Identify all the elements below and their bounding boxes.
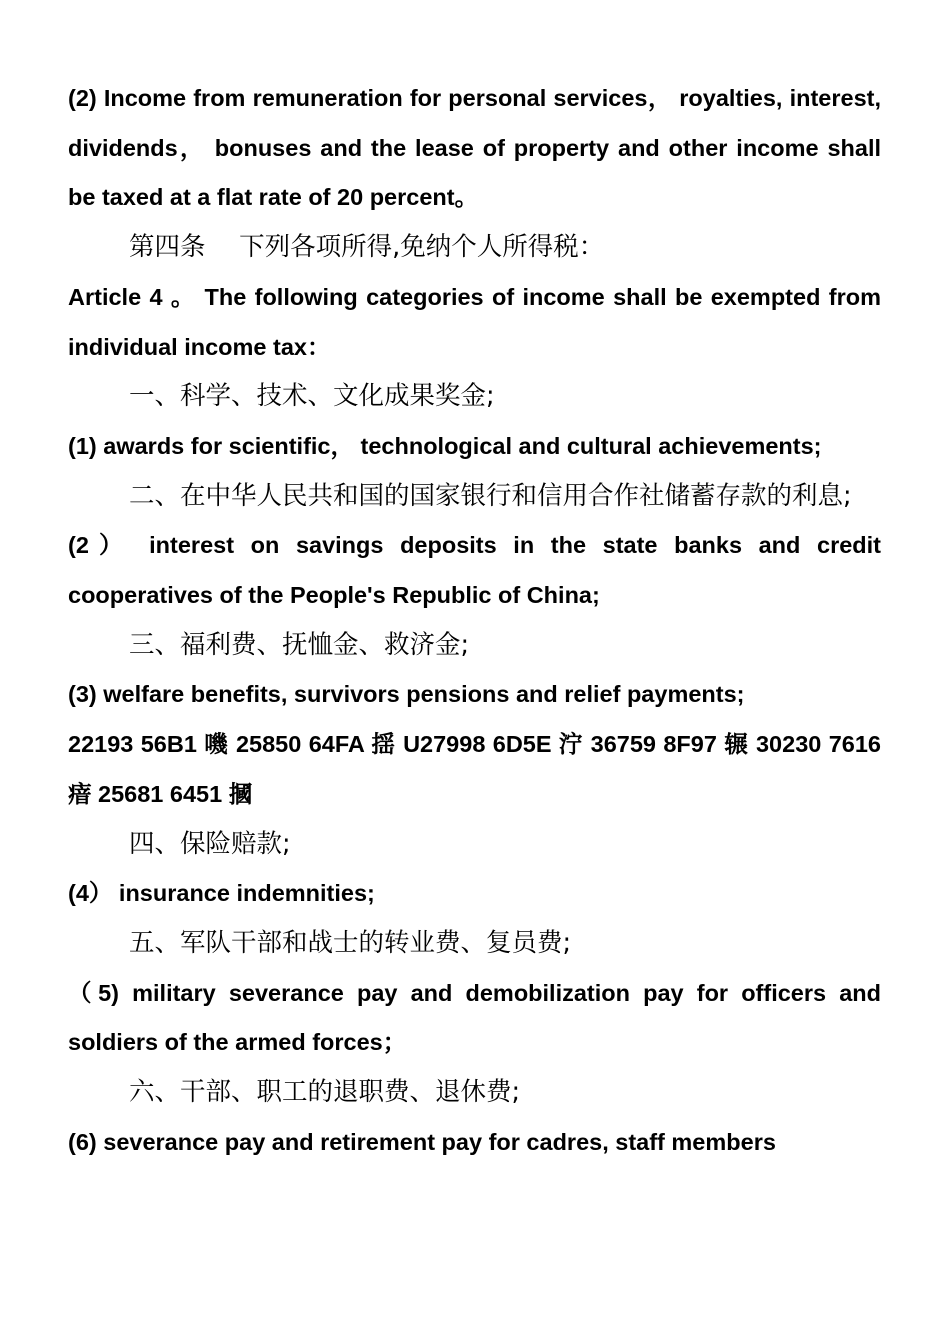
item-5-zh: 五、军队干部和战士的转业费、复员费; <box>129 927 572 958</box>
article-4-heading-en: Article 4 。 The following categories of income shall be exempted from individual income tax： <box>68 283 881 360</box>
item-3-en: (3) welfare benefits, survivors pensions and relief payments; <box>68 681 745 708</box>
character-code-line: 22193 56B1 嘰 25850 64FA 揺 U27998 6D5E 泞 36759 8F97 辗 30230 7616 瘖 25681 6451 摑 <box>68 731 881 807</box>
item-6-en: (6) severance pay and retirement pay for cadres, staff members <box>68 1128 776 1155</box>
item-4-en: (4） insurance indemnities; <box>68 880 375 907</box>
item-4-zh: 四、保险赔款; <box>129 828 291 859</box>
item-1-en: (1) awards for scientific， technological and cultural achievements; <box>68 432 822 459</box>
item-3-zh: 三、福利费、抚恤金、救济金; <box>129 629 470 660</box>
item-2-en: (2） interest on savings deposits in the state banks and credit cooperatives of the People's Republic of China; <box>68 532 881 609</box>
item-5-en: （5) military severance pay and demobilization pay for officers and soldiers of the armed forces； <box>68 979 881 1056</box>
paragraph-2-en: (2) Income from remuneration for personal services， royalties, interest, dividends， bonuses and the lease of property and other income shall be taxed at a flat rate of 20 percent。 <box>68 85 881 211</box>
article-4-heading-zh: 第四条 下列各项所得,免纳个人所得税： <box>129 232 605 263</box>
item-1-zh: 一、科学、技术、文化成果奖金; <box>129 381 495 412</box>
item-6-zh: 六、干部、职工的退职费、退休费; <box>129 1077 521 1108</box>
document-page <box>68 74 881 1167</box>
item-2-zh: 二、在中华人民共和国的国家银行和信用合作社储蓄存款的利息; <box>129 480 852 511</box>
